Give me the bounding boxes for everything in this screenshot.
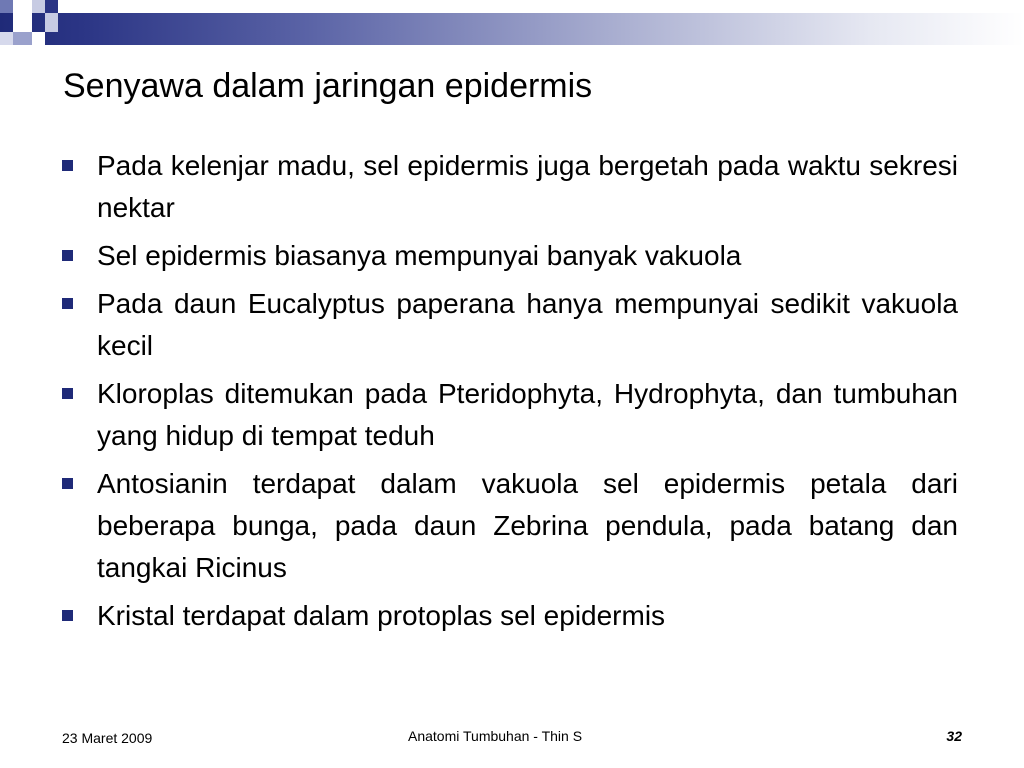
decoration-square: [13, 13, 32, 32]
square-bullet-icon: [62, 250, 73, 261]
bullet-list: [62, 145, 958, 643]
footer-date: 23 Maret 2009: [62, 730, 153, 746]
square-bullet-icon: [62, 388, 73, 399]
decoration-square: [32, 32, 45, 45]
square-bullet-icon: [62, 160, 73, 171]
square-bullet-icon: [62, 610, 73, 621]
decoration-square: [32, 0, 45, 13]
footer-title: Anatomi Tumbuhan - Thin S: [408, 728, 583, 744]
bullet-item: [62, 145, 958, 229]
bullet-item: [62, 283, 958, 367]
bullet-text: Sel epidermis biasanya mempunyai banyak vakuola: [97, 240, 742, 271]
bullet-text: Pada kelenjar madu, sel epidermis juga bergetah pada waktu sekresi nektar: [97, 150, 958, 223]
decoration-square: [0, 32, 13, 45]
square-bullet-icon: [62, 298, 73, 309]
decoration-square: [45, 13, 58, 32]
decoration-square: [0, 0, 13, 13]
page-number: 32: [946, 728, 962, 744]
bullet-item: [62, 373, 958, 457]
bullet-item: [62, 595, 958, 637]
decoration-square: [45, 0, 58, 13]
bullet-text: Kristal terdapat dalam protoplas sel epidermis: [97, 600, 666, 631]
bullet-text: Antosianin terdapat dalam vakuola sel epidermis petala dari beberapa bunga, pada daun Zebrina pendula, pada batang dan tangkai Ricinus: [97, 468, 958, 583]
square-bullet-icon: [62, 478, 73, 489]
decoration-square: [13, 32, 32, 45]
header-decoration-bar: [0, 13, 1024, 45]
bullet-item: [62, 463, 958, 589]
slide-title: Senyawa dalam jaringan epidermis: [63, 67, 593, 105]
bullet-text: Pada daun Eucalyptus paperana hanya mempunyai sedikit vakuola kecil: [97, 288, 958, 361]
bullet-text: Kloroplas ditemukan pada Pteridophyta, Hydrophyta, dan tumbuhan yang hidup di tempat teduh: [97, 378, 958, 451]
bullet-item: [62, 235, 958, 277]
